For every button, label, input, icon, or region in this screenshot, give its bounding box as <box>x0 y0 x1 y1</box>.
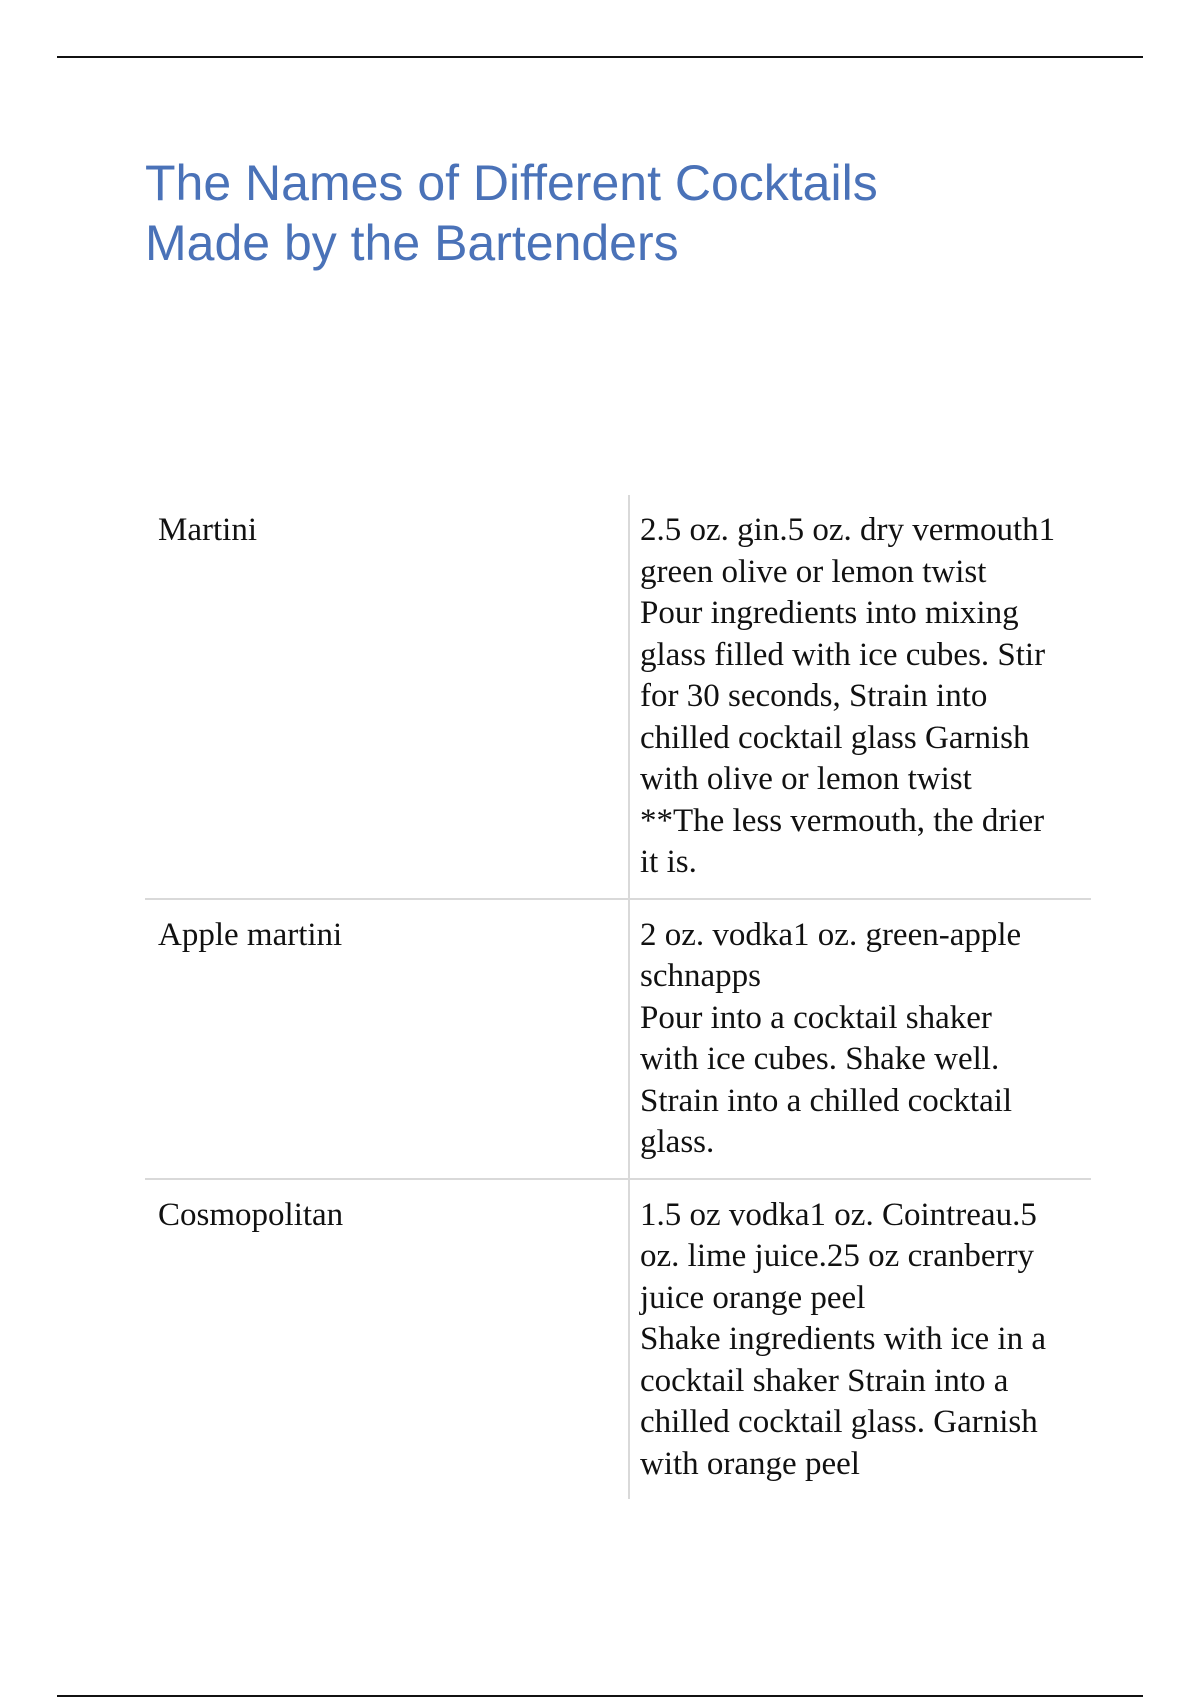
recipe-line: 2.5 oz. gin.5 oz. dry vermouth1 <box>640 512 1056 548</box>
table-row <box>145 899 1091 1179</box>
recipe-line: it is. <box>640 844 697 880</box>
cocktail-name: Martini <box>145 495 629 899</box>
page-title-line-2: Made by the Bartenders <box>145 215 679 271</box>
recipe-line: oz. lime juice.25 oz cranberry <box>640 1238 1034 1274</box>
cocktail-recipe <box>629 899 1091 1179</box>
recipe-line: with orange peel <box>640 1445 860 1482</box>
recipe-line: with olive or lemon twist <box>640 761 972 797</box>
recipe-line: Strain into a chilled cocktail <box>640 1082 1013 1119</box>
recipe-line: **The less vermouth, the drier <box>640 802 1045 839</box>
top-rule <box>57 56 1143 58</box>
table-row <box>145 495 1091 899</box>
recipe-line: for 30 seconds, Strain into <box>640 678 988 714</box>
recipe-line: cocktail shaker Strain into a <box>640 1362 1009 1399</box>
recipe-line: Pour ingredients into mixing <box>640 595 1019 631</box>
recipe-line: juice orange peel <box>640 1279 866 1316</box>
recipe-line: with ice cubes. Shake well. <box>640 1041 1000 1077</box>
recipe-line: Shake ingredients with ice in a <box>640 1321 1046 1357</box>
page-title <box>145 153 1045 273</box>
recipe-line: green olive or lemon twist <box>640 553 987 590</box>
cocktail-name: Cosmopolitan <box>145 1179 629 1500</box>
cocktail-table <box>145 495 1091 1499</box>
page-title-line-1: The Names of Different Cocktails <box>145 155 878 211</box>
recipe-line: glass. <box>640 1124 715 1160</box>
recipe-line: 2 oz. vodka1 oz. green-apple <box>640 916 1022 953</box>
cocktail-recipe <box>629 1179 1091 1500</box>
cocktail-name: Apple martini <box>145 899 629 1179</box>
bottom-rule <box>57 1695 1143 1697</box>
recipe-line: schnapps <box>640 958 761 994</box>
recipe-line: Pour into a cocktail shaker <box>640 999 992 1036</box>
recipe-line: chilled cocktail glass Garnish <box>640 719 1030 756</box>
recipe-line: glass filled with ice cubes. Stir <box>640 636 1046 673</box>
cocktail-recipe <box>629 495 1091 899</box>
recipe-line: 1.5 oz vodka1 oz. Cointreau.5 <box>640 1196 1037 1233</box>
table-row <box>145 1179 1091 1500</box>
recipe-line: chilled cocktail glass. Garnish <box>640 1404 1038 1440</box>
